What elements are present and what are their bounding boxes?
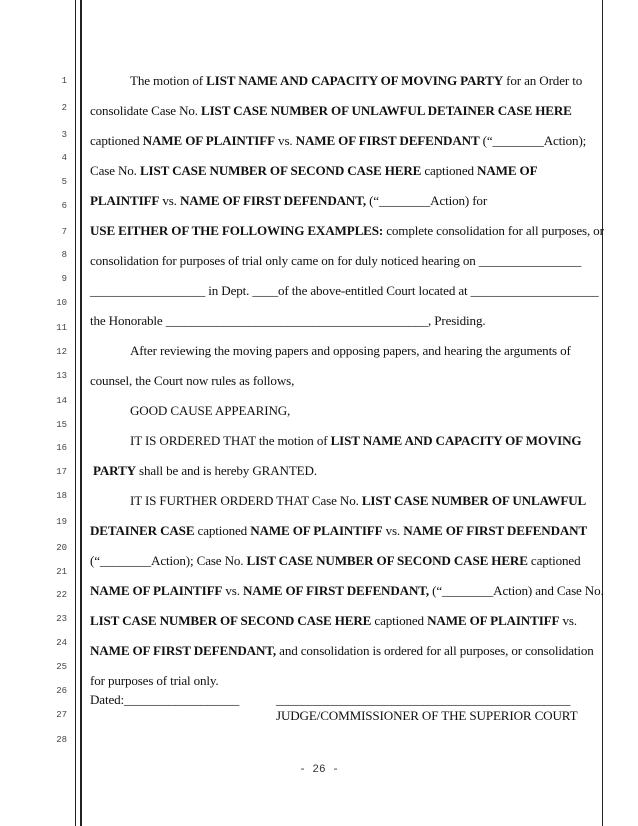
body-text-run: consolidation for purposes of trial only came on for duly noticed hearing on ________________ xyxy=(90,253,582,268)
bold-placeholder-text: NAME OF FIRST DEFENDANT xyxy=(403,523,588,538)
body-text-run: The motion of xyxy=(130,73,207,88)
body-line xyxy=(130,493,586,509)
line-number: 3 xyxy=(61,130,67,140)
bold-placeholder-text: NAME OF PLAINTIFF xyxy=(427,613,560,628)
body-line xyxy=(90,523,587,539)
body-text-run: vs. xyxy=(274,133,296,148)
line-number: 19 xyxy=(56,517,67,527)
body-text-run: captioned xyxy=(527,553,581,568)
line-number: 14 xyxy=(56,396,67,406)
body-line xyxy=(90,133,586,149)
body-line xyxy=(90,223,604,239)
bold-placeholder-text: NAME OF FIRST DEFENDANT xyxy=(295,133,480,148)
line-number: 13 xyxy=(56,371,67,381)
bold-placeholder-text: LIST NAME AND CAPACITY OF MOVING PARTY xyxy=(206,73,504,88)
line-number: 7 xyxy=(61,227,67,237)
line-number: 4 xyxy=(61,153,67,163)
body-line xyxy=(130,73,582,89)
body-line xyxy=(90,373,294,389)
body-text-run: After reviewing the moving papers and opposing papers, and hearing the arguments of xyxy=(130,343,571,358)
body-line xyxy=(90,643,594,659)
bold-placeholder-text: LIST CASE NUMBER OF SECOND CASE HERE xyxy=(246,553,528,568)
body-text-run: IT IS FURTHER ORDERD THAT Case No. xyxy=(130,493,362,508)
line-number: 10 xyxy=(56,298,67,308)
body-text-run: for purposes of trial only. xyxy=(90,673,219,688)
line-number: 22 xyxy=(56,590,67,600)
body-text-run: and consolidation is ordered for all purposes, or consolidation xyxy=(276,643,594,658)
body-line xyxy=(90,583,604,599)
line-number: 15 xyxy=(56,420,67,430)
body-line xyxy=(130,403,290,419)
body-text-run: Case No. xyxy=(90,163,140,178)
bold-placeholder-text: NAME OF xyxy=(477,163,538,178)
line-number: 8 xyxy=(61,250,67,260)
body-text-run: (“________Action) and Case No. xyxy=(429,583,604,598)
body-text-run: captioned xyxy=(194,523,251,538)
line-number: 11 xyxy=(56,323,67,333)
body-text-run: (“________Action); Case No. xyxy=(90,553,247,568)
line-number: 24 xyxy=(56,638,67,648)
page-number: - 26 - xyxy=(299,764,339,776)
body-line xyxy=(90,313,485,329)
line-number: 27 xyxy=(56,710,67,720)
body-line xyxy=(90,673,219,689)
line-number: 26 xyxy=(56,686,67,696)
body-line xyxy=(130,433,581,449)
body-text-run: vs. xyxy=(222,583,243,598)
line-number: 5 xyxy=(61,177,67,187)
line-number: 6 xyxy=(61,201,67,211)
line-number: 20 xyxy=(56,543,67,553)
body-text-run: captioned xyxy=(421,163,478,178)
line-number: 12 xyxy=(56,347,67,357)
line-number: 1 xyxy=(61,76,67,86)
line-number: 28 xyxy=(56,735,67,745)
judge-title: JUDGE/COMMISSIONER OF THE SUPERIOR COURT xyxy=(276,708,578,723)
body-text-run: GOOD CAUSE APPEARING, xyxy=(130,403,291,418)
body-line xyxy=(130,343,571,359)
line-number: 17 xyxy=(56,467,67,477)
bold-placeholder-text: NAME OF FIRST DEFENDANT, xyxy=(242,583,430,598)
bold-placeholder-text: DETAINER CASE xyxy=(90,523,195,538)
line-number: 21 xyxy=(56,567,67,577)
bold-placeholder-text: LIST CASE NUMBER OF UNLAWFUL DETAINER CASE HERE xyxy=(201,103,572,118)
body-text-run: consolidate Case No. xyxy=(90,103,202,118)
dated-line: Dated:__________________ xyxy=(90,692,240,707)
signature-line: ______________________________________________ xyxy=(276,692,571,707)
body-text-run: IT IS ORDERED THAT the motion of xyxy=(130,433,331,448)
body-text-run: captioned xyxy=(371,613,428,628)
body-line xyxy=(90,253,581,269)
bold-placeholder-text: NAME OF PLAINTIFF xyxy=(142,133,275,148)
body-text-run: vs. xyxy=(559,613,577,628)
bold-placeholder-text: NAME OF FIRST DEFENDANT, xyxy=(90,643,277,658)
line-number: 9 xyxy=(61,274,67,284)
bold-placeholder-text: USE EITHER OF THE FOLLOWING EXAMPLES: xyxy=(90,223,384,238)
body-text-run: captioned xyxy=(90,133,143,148)
bold-placeholder-text: PLAINTIFF xyxy=(90,193,160,208)
bold-placeholder-text: LIST CASE NUMBER OF UNLAWFUL xyxy=(361,493,587,508)
body-line xyxy=(90,283,599,299)
body-text-run: (“________Action); xyxy=(479,133,587,148)
body-line xyxy=(90,613,577,629)
line-number: 23 xyxy=(56,614,67,624)
body-text-run: vs. xyxy=(382,523,404,538)
line-number: 25 xyxy=(56,662,67,672)
bold-placeholder-text: NAME OF PLAINTIFF xyxy=(90,583,223,598)
bold-placeholder-text: LIST CASE NUMBER OF SECOND CASE HERE xyxy=(139,163,422,178)
left-margin-rule-inner xyxy=(80,0,82,826)
line-number: 16 xyxy=(56,443,67,453)
body-line xyxy=(90,553,580,569)
bold-placeholder-text: PARTY xyxy=(93,463,136,478)
body-text-run: shall be and is hereby GRANTED. xyxy=(135,463,317,478)
body-line xyxy=(93,463,317,479)
bold-placeholder-text: LIST NAME AND CAPACITY OF MOVING xyxy=(330,433,582,448)
bold-placeholder-text: NAME OF PLAINTIFF xyxy=(250,523,383,538)
body-text-run: for an Order to xyxy=(503,73,583,88)
body-text-run: the Honorable _________________________________________, Presiding. xyxy=(90,313,486,328)
line-number: 2 xyxy=(61,103,67,113)
body-line xyxy=(90,103,572,119)
body-line xyxy=(90,193,487,209)
bold-placeholder-text: LIST CASE NUMBER OF SECOND CASE HERE xyxy=(90,613,372,628)
body-text-run: counsel, the Court now rules as follows, xyxy=(90,373,295,388)
body-line xyxy=(90,163,537,179)
right-margin-rule xyxy=(602,0,603,826)
body-text-run: __________________ in Dept. ____of the above-entitled Court located at ____________________ xyxy=(90,283,599,298)
line-number: 18 xyxy=(56,491,67,501)
left-margin-rule-outer xyxy=(75,0,76,826)
body-text-run: (“________Action) for xyxy=(365,193,488,208)
body-text-run: complete consolidation for all purposes, or xyxy=(383,223,604,238)
bold-placeholder-text: NAME OF FIRST DEFENDANT, xyxy=(179,193,366,208)
body-text-run: vs. xyxy=(159,193,180,208)
